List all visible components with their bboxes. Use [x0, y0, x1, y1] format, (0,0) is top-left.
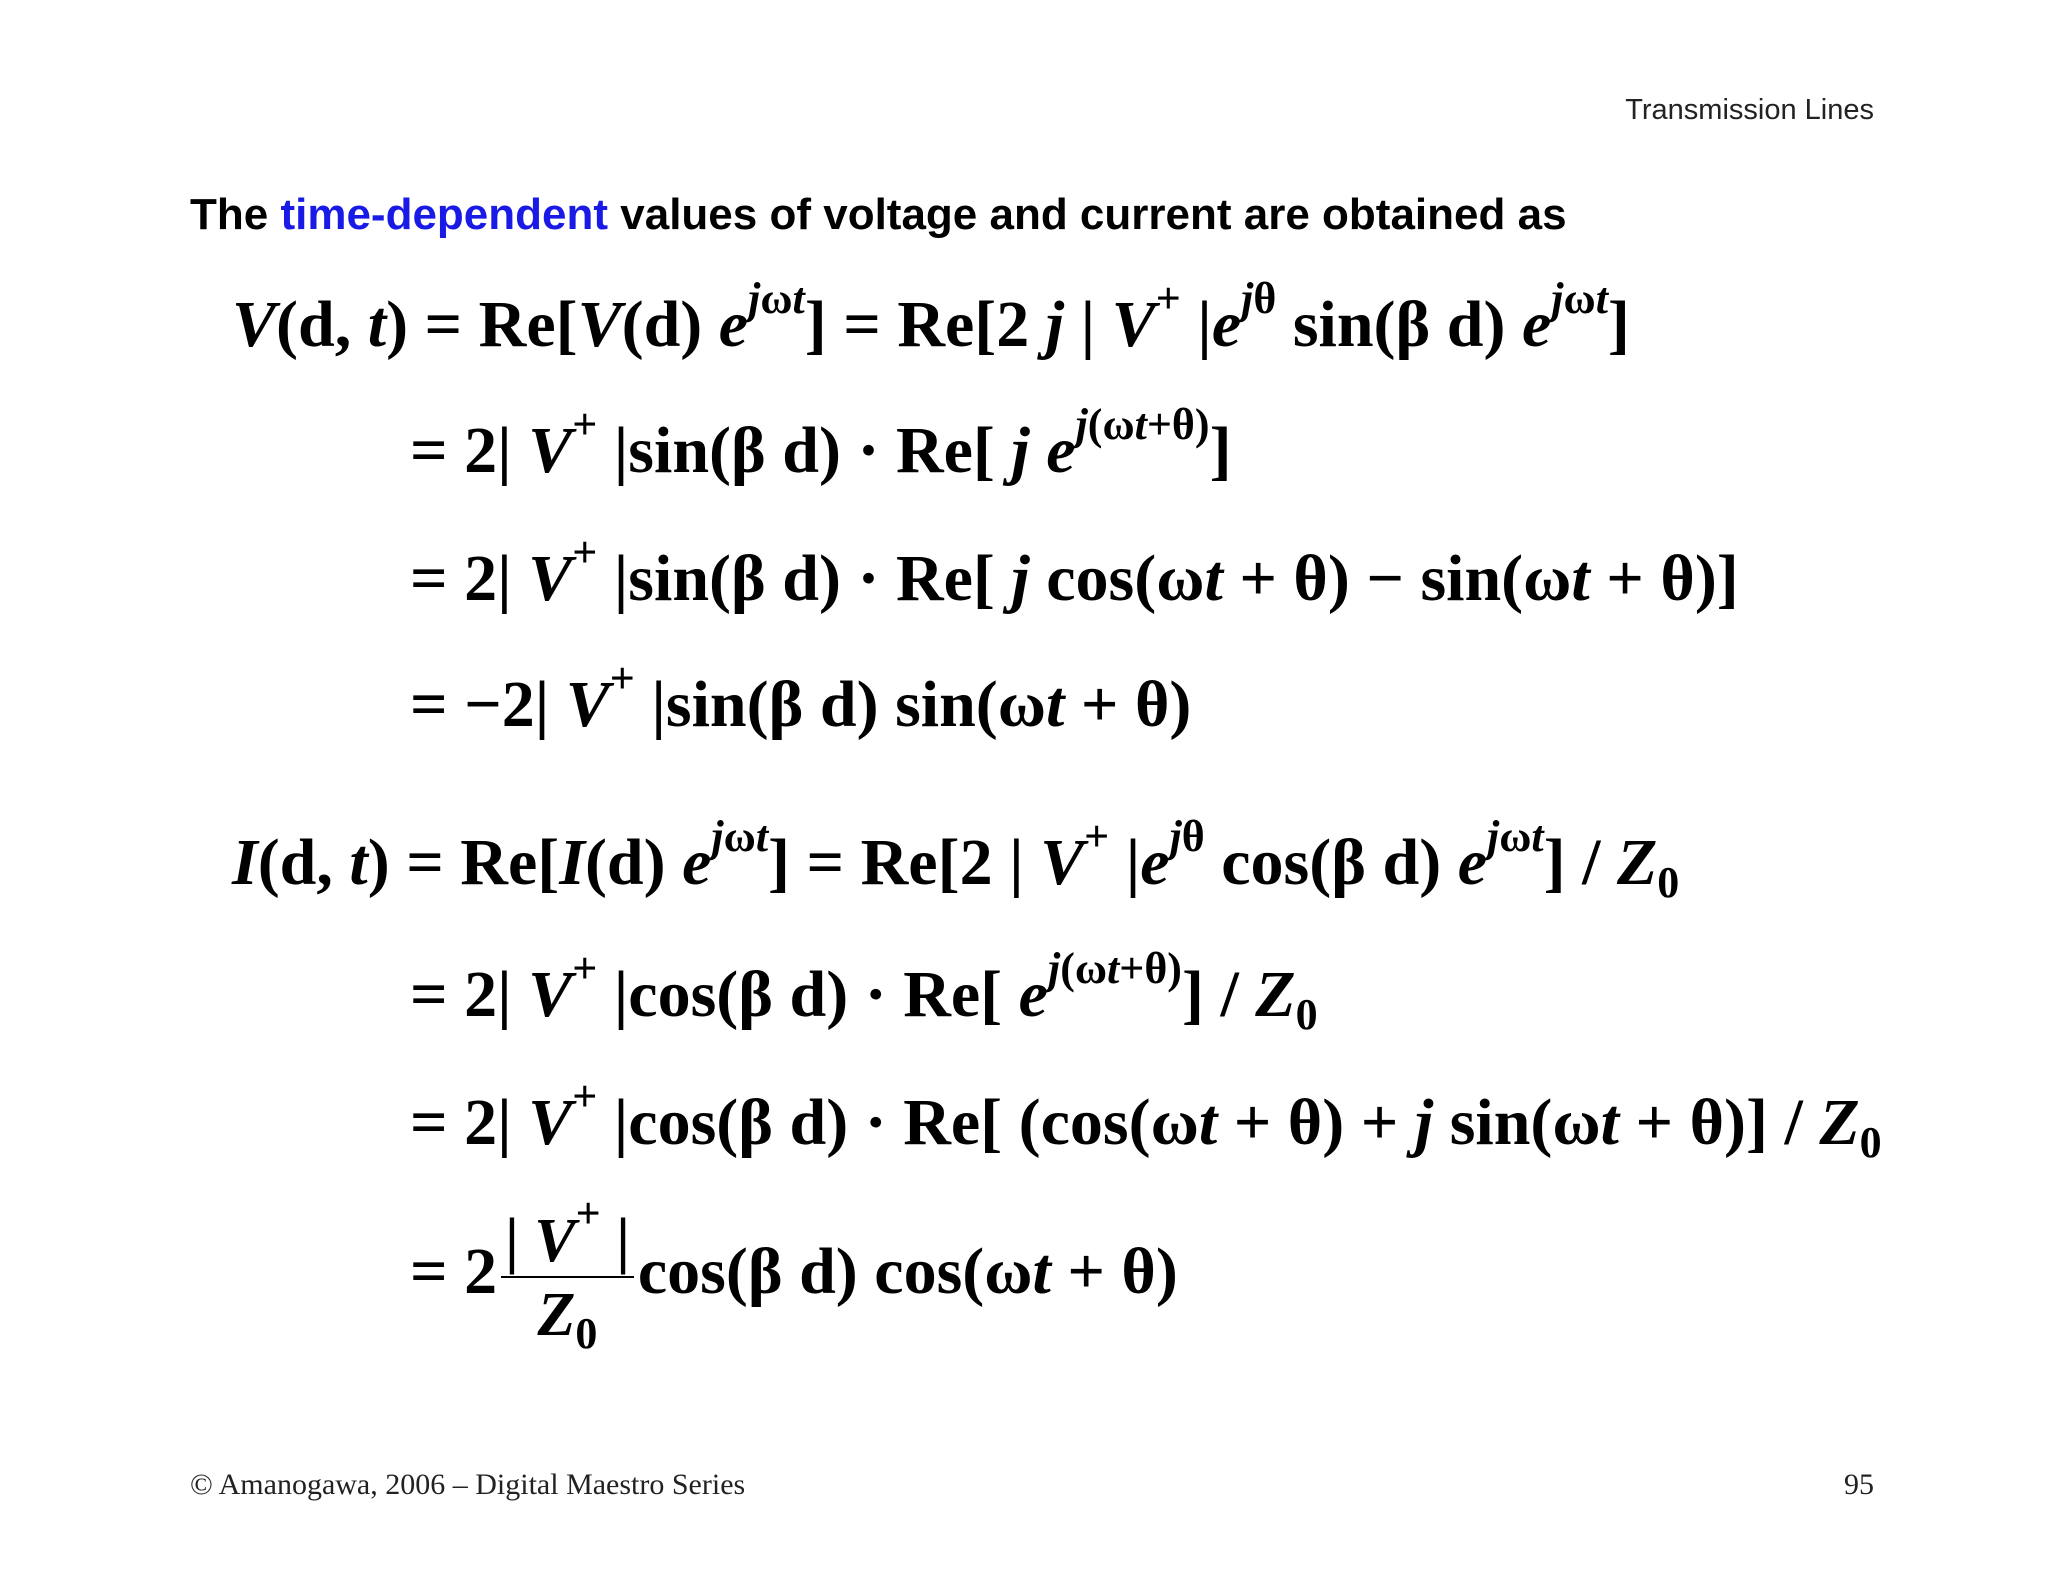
current-equation-line-2: = 2| V+ |cos(β d) · Re[ $e^{j(\omega t+\theta)}] / Z_0$	[410, 944, 1318, 1040]
voltage-equation-line-4: = −2| V+ |sin(β d) sin(ωt + θ)	[410, 654, 1192, 741]
voltage-equation-line-2: = 2| V+ |sin(β d) · Re[ j $e^{j(\omega t+\theta)}$]	[410, 400, 1232, 487]
current-equation-line-3: = 2| V+ |cos(β d) · Re[ (cos(ωt + θ) + j $\sin(\omega t + \theta)] / Z_0$	[410, 1072, 1882, 1168]
current-equation-line-1: I(d, t) = Re[I(d) $e^{j\omega t}] = Re[2$ | V+ $|e^{j\theta}$ cos(β d) $e^{j\omega t}] / Z_0$	[232, 812, 1680, 908]
copyright-footer: © Amanogawa, 2006 – Digital Maestro Series	[190, 1468, 746, 1501]
fraction-v-over-z0: $\frac{| V^+ |}{Z_0}$	[501, 1210, 634, 1346]
intro-highlight: time-dependent	[280, 190, 609, 239]
current-equation-line-4: = 2 $\frac{| V^+ |}{Z_0}$ cos(β d) cos(ωt + θ)	[410, 1189, 1178, 1359]
voltage-equation-line-3: = 2| V+ |sin(β d) · Re[ j cos(ωt + θ) − sin(ωt + θ)]	[410, 528, 1739, 615]
page-number: 95	[1844, 1468, 1874, 1501]
intro-suffix: values of voltage and current are obtained as	[608, 190, 1567, 239]
section-title: Transmission Lines	[1625, 94, 1874, 126]
intro-sentence	[190, 190, 1567, 240]
voltage-equation-line-1: V(d, t) = Re[V(d) $e^{j\omega t}] = Re[2$ j | V+ $|e^{j\theta}$ sin(β d) $e^{j\omega t}$]	[232, 274, 1630, 361]
intro-prefix: The	[190, 190, 281, 239]
